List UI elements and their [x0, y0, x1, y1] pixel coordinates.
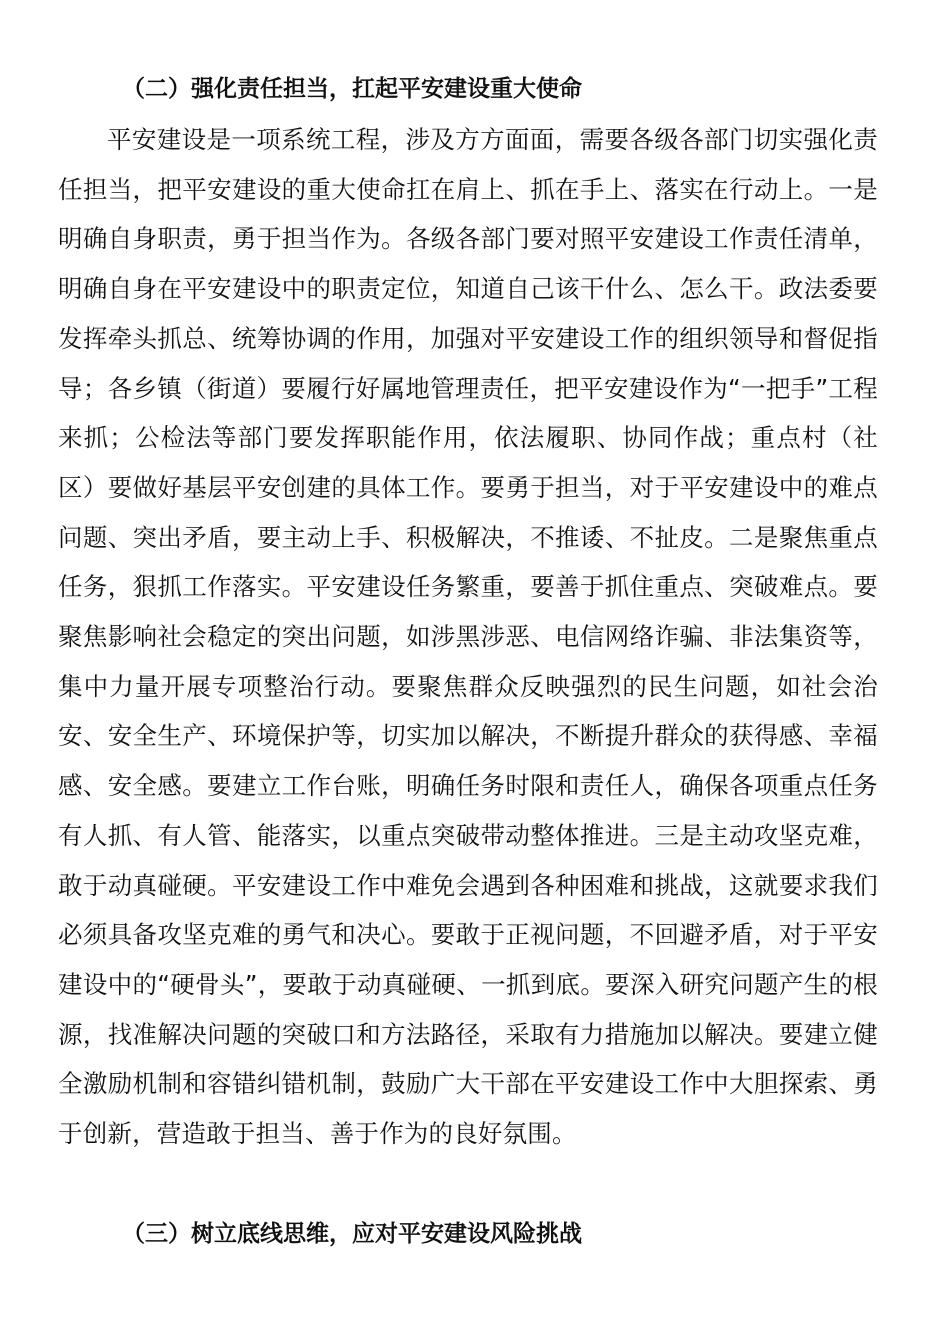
- body-paragraph: 平安建设是一项系统工程，涉及方方面面，需要各级各部门切实强化责任担当，把平安建设的重大使命扛在肩上、抓在手上、落实在行动上。一是明确自身职责，勇于担当作为。各级各部门要对照平安建设工作责任清单，明确自身在平安建设中的职责定位，知道自己该干什么、怎么干。政法委要发挥牵头抓总、统筹协调的作用，加强对平安建设工作的组织领导和督促指导；各乡镇（街道）要履行好属地管理责任，把平安建设作为“一把手”工程来抓；公检法等部门要发挥职能作用，依法履职、协同作战；重点村（社区）要做好基层平安创建的具体工作。要勇于担当，对于平安建设中的难点问题、突出矛盾，要主动上手、积极解决，不推诿、不扯皮。二是聚焦重点任务，狠抓工作落实。平安建设任务繁重，要善于抓住重点、突破难点。要聚焦影响社会稳定的突出问题，如涉黑涉恶、电信网络诈骗、非法集资等，集中力量开展专项整治行动。要聚焦群众反映强烈的民生问题，如社会治安、安全生产、环境保护等，切实加以解决，不断提升群众的获得感、幸福感、安全感。要建立工作台账，明确任务时限和责任人，确保各项重点任务有人抓、有人管、能落实，以重点突破带动整体推进。三是主动攻坚克难，敢于动真碰硬。平安建设工作中难免会遇到各种困难和挑战，这就要求我们必须具备攻坚克难的勇气和决心。要敢于正视问题，不回避矛盾，对于平安建设中的“硬骨头”，要敢于动真碰硬、一抓到底。要深入研究问题产生的根源，找准解决问题的突破口和方法路径，采取有力措施加以解决。要建立健全激励机制和容错纠错机制，鼓励广大干部在平安建设工作中大胆探索、勇于创新，营造敢于担当、善于作为的良好氛围。: [58, 125, 878, 1149]
- section-heading-3: （三）树立底线思维，应对平安建设风险挑战: [122, 1221, 582, 1247]
- section-heading-2: （二）强化责任担当，扛起平安建设重大使命: [122, 76, 582, 102]
